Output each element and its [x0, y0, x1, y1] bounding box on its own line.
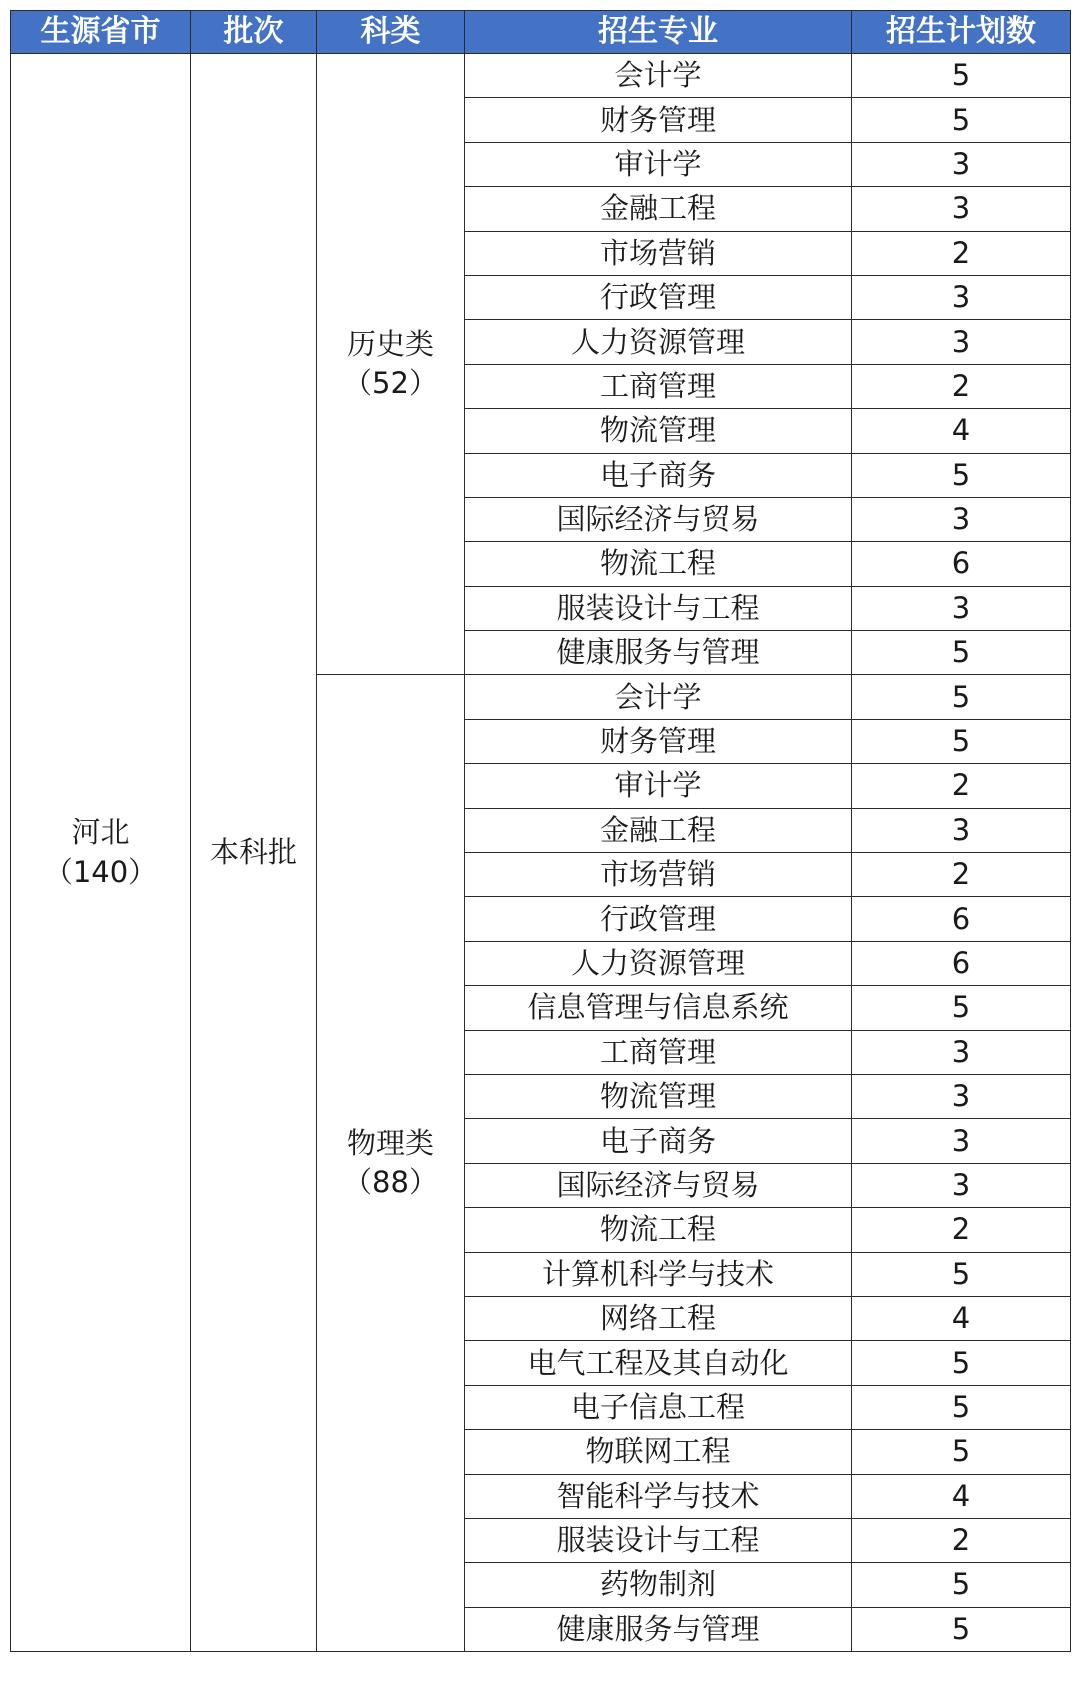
- province-name: 河北: [71, 815, 130, 850]
- category-cell: [317, 675, 465, 1652]
- category-name: 物理类: [346, 1126, 434, 1161]
- plan-count-cell: 5: [852, 631, 1071, 675]
- major-cell: 市场营销: [465, 853, 852, 897]
- header-category: 科类: [317, 11, 465, 54]
- major-cell: 物联网工程: [465, 1430, 852, 1474]
- plan-count-cell: 2: [852, 1208, 1071, 1252]
- table-row: [11, 54, 1071, 98]
- plan-count-cell: 3: [852, 1074, 1071, 1118]
- major-cell: 工商管理: [465, 364, 852, 408]
- plan-count-cell: 5: [852, 675, 1071, 719]
- header-plan-count: 招生计划数: [852, 11, 1071, 54]
- plan-count-cell: 5: [852, 1252, 1071, 1296]
- plan-count-cell: 5: [852, 453, 1071, 497]
- plan-count-cell: 3: [852, 497, 1071, 541]
- major-cell: 网络工程: [465, 1296, 852, 1340]
- plan-count-cell: 5: [852, 1430, 1071, 1474]
- plan-count-cell: 2: [852, 853, 1071, 897]
- admission-plan-table: [10, 10, 1071, 1652]
- major-cell: 物流管理: [465, 1074, 852, 1118]
- major-cell: 药物制剂: [465, 1563, 852, 1607]
- major-cell: 信息管理与信息系统: [465, 986, 852, 1030]
- category-count: （88）: [343, 1165, 438, 1200]
- major-cell: 金融工程: [465, 808, 852, 852]
- major-cell: 工商管理: [465, 1030, 852, 1074]
- category-count: （52）: [343, 366, 438, 401]
- plan-count-cell: 5: [852, 98, 1071, 142]
- major-cell: 审计学: [465, 142, 852, 186]
- plan-count-cell: 3: [852, 187, 1071, 231]
- major-cell: 财务管理: [465, 98, 852, 142]
- major-cell: 健康服务与管理: [465, 631, 852, 675]
- plan-count-cell: 3: [852, 320, 1071, 364]
- header-major: 招生专业: [465, 11, 852, 54]
- major-cell: 电子商务: [465, 453, 852, 497]
- plan-count-cell: 3: [852, 586, 1071, 630]
- major-cell: 服装设计与工程: [465, 586, 852, 630]
- table-body: [11, 54, 1071, 1652]
- province-cell: [11, 54, 191, 1652]
- major-cell: 金融工程: [465, 187, 852, 231]
- plan-count-cell: 2: [852, 1518, 1071, 1562]
- major-cell: 行政管理: [465, 275, 852, 319]
- category-cell: [317, 54, 465, 675]
- plan-count-cell: 5: [852, 1385, 1071, 1429]
- admission-plan-table-container: [10, 10, 1070, 1694]
- plan-count-cell: 3: [852, 1163, 1071, 1207]
- plan-count-cell: 3: [852, 808, 1071, 852]
- plan-count-cell: 3: [852, 1030, 1071, 1074]
- major-cell: 市场营销: [465, 231, 852, 275]
- header-row: [11, 11, 1071, 54]
- major-cell: 物流管理: [465, 409, 852, 453]
- batch-cell: 本科批: [191, 54, 317, 1652]
- plan-count-cell: 6: [852, 897, 1071, 941]
- major-cell: 人力资源管理: [465, 320, 852, 364]
- major-cell: 会计学: [465, 675, 852, 719]
- major-cell: 智能科学与技术: [465, 1474, 852, 1518]
- plan-count-cell: 2: [852, 231, 1071, 275]
- plan-count-cell: 5: [852, 986, 1071, 1030]
- major-cell: 会计学: [465, 54, 852, 98]
- category-name: 历史类: [346, 327, 434, 362]
- major-cell: 电子商务: [465, 1119, 852, 1163]
- major-cell: 审计学: [465, 764, 852, 808]
- major-cell: 行政管理: [465, 897, 852, 941]
- major-cell: 物流工程: [465, 1208, 852, 1252]
- major-cell: 电子信息工程: [465, 1385, 852, 1429]
- header-batch: 批次: [191, 11, 317, 54]
- major-cell: 国际经济与贸易: [465, 1163, 852, 1207]
- plan-count-cell: 6: [852, 542, 1071, 586]
- major-cell: 服装设计与工程: [465, 1518, 852, 1562]
- plan-count-cell: 3: [852, 275, 1071, 319]
- major-cell: 人力资源管理: [465, 941, 852, 985]
- major-cell: 健康服务与管理: [465, 1607, 852, 1651]
- major-cell: 物流工程: [465, 542, 852, 586]
- plan-count-cell: 2: [852, 764, 1071, 808]
- plan-count-cell: 5: [852, 1563, 1071, 1607]
- province-count: （140）: [43, 854, 158, 889]
- plan-count-cell: 6: [852, 941, 1071, 985]
- plan-count-cell: 3: [852, 142, 1071, 186]
- plan-count-cell: 5: [852, 1341, 1071, 1385]
- plan-count-cell: 5: [852, 54, 1071, 98]
- plan-count-cell: 4: [852, 1296, 1071, 1340]
- major-cell: 国际经济与贸易: [465, 497, 852, 541]
- plan-count-cell: 2: [852, 364, 1071, 408]
- plan-count-cell: 4: [852, 1474, 1071, 1518]
- plan-count-cell: 5: [852, 719, 1071, 763]
- plan-count-cell: 3: [852, 1119, 1071, 1163]
- major-cell: 计算机科学与技术: [465, 1252, 852, 1296]
- plan-count-cell: 4: [852, 409, 1071, 453]
- plan-count-cell: 5: [852, 1607, 1071, 1651]
- major-cell: 电气工程及其自动化: [465, 1341, 852, 1385]
- major-cell: 财务管理: [465, 719, 852, 763]
- header-province: 生源省市: [11, 11, 191, 54]
